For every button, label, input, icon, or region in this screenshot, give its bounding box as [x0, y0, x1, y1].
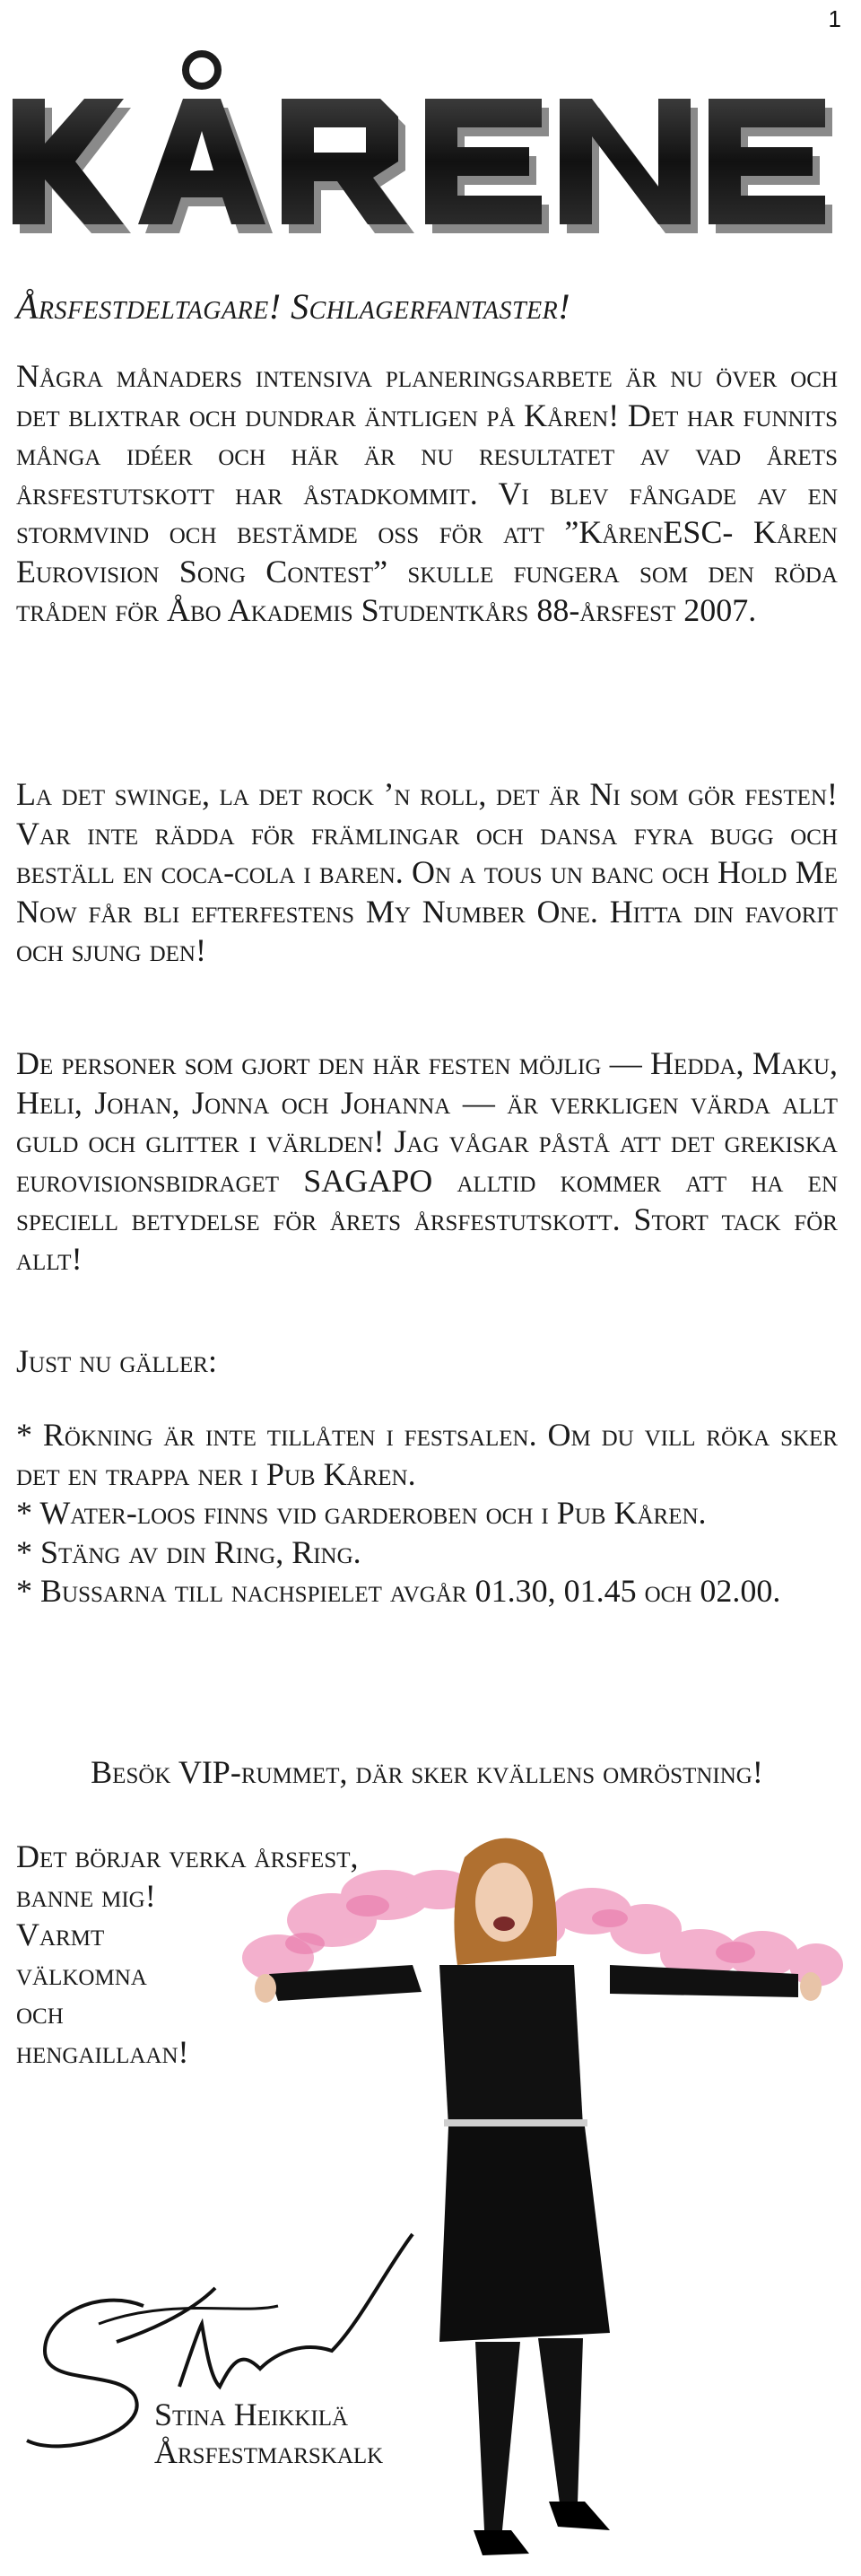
svg-text:KÅRENESC: KÅRENESC [13, 33, 89, 48]
rule-item: * Water-loos finns vid garderoben och i Pub Kåren. [16, 1495, 707, 1531]
karenesc-logo [13, 33, 848, 251]
closing-line: hengaillaan! [16, 2033, 189, 2070]
closing-line: välkomna [16, 1955, 147, 1992]
rules-heading: Just nu gäller: [16, 1343, 217, 1379]
closing-line: och [16, 1995, 64, 2030]
thanks-paragraph: De personer som gjort den här festen möjlig — Hedda, Maku, Heli, Johan, Jonna och Johanna — är verkligen värda allt guld och glitter i världen! Jag vågar påstå att det grekiska eurovisionsbidraget SAGAPO alltid kommer att ha en speciell betydelse för årets årsfestutskott. Stort tack för allt! [16, 1045, 838, 1277]
party-paragraph: La det swinge, la det rock ’n roll, det är Ni som gör festen! Var inte rädda för främlingar och dansa fyra bugg och beställ en coca-cola i baren. On a tous un banc och Hold Me Now får bli efterfestens My Number One. Hitta din favorit och sjung den! [16, 776, 839, 968]
rules-list [16, 1416, 838, 1611]
intro-paragraph: Några månaders intensiva planeringsarbete är nu över och det blixtrar och dundrar äntligen på Kåren! Det har funnits många idéer och här är nu resultatet av vad årets årsfestutskott har åstadkommit. Vi blev fångade av en stormvind och bestämde oss för att ”KårenESC- Kåren Eurovision Song Contest” skulle fungera som den röda tråden för Åbo Akademis Studentkårs 88-årsfest 2007. [16, 358, 838, 628]
signature-block [154, 2396, 383, 2471]
greeting-heading: Årsfestdeltagare! Schlagerfantaster! [16, 286, 571, 327]
rule-item: * Stäng av din Ring, Ring. [16, 1533, 361, 1570]
rule-item: * Rökning är inte tillåten i festsalen. Om du vill röka sker det en trappa ner i Pub Kåren. [16, 1417, 838, 1492]
signer-title: Årsfestmarskalk [154, 2434, 384, 2470]
page-number: 1 [828, 5, 841, 32]
signer-name: Stina Heikkilä [154, 2397, 349, 2432]
closing-line: Det börjar verka årsfest, [16, 1838, 359, 1874]
closing-line: Varmt [16, 1917, 105, 1952]
vip-notice: Besök VIP-rummet, där sker kvällens omröstning! [91, 1754, 763, 1790]
rule-item: * Bussarna till nachspielet avgår 01.30, 01.45 och 02.00. [16, 1573, 781, 1609]
closing-line: banne mig! [16, 1877, 156, 1914]
